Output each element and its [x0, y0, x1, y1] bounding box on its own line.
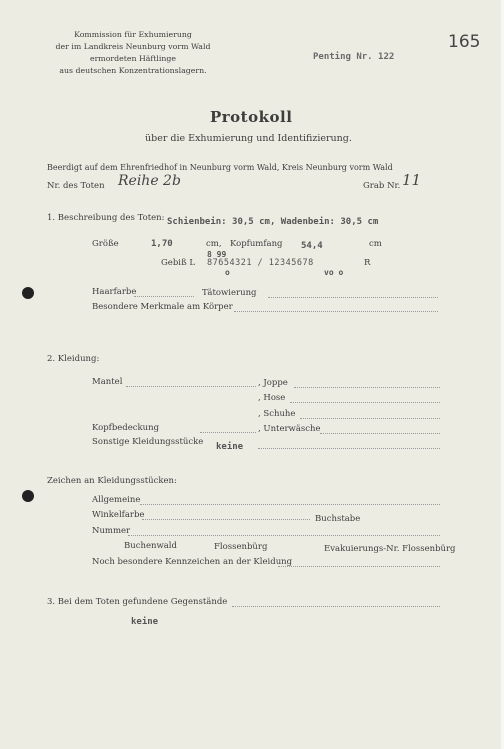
- allgemeine-label: Allgemeine: [92, 495, 141, 505]
- winkelfarbe-line: [142, 519, 310, 520]
- grave-label: Grab Nr.: [363, 181, 401, 191]
- teeth-right: R: [364, 258, 371, 268]
- sonstige-label: Sonstige Kleidungsstücke: [92, 437, 204, 447]
- nummer-label: Nummer: [92, 526, 131, 536]
- signs-label: Zeichen an Kleidungsstücken:: [47, 476, 177, 486]
- section1-label: 1. Beschreibung des Toten:: [47, 213, 165, 223]
- allgemeine-line: [140, 504, 440, 505]
- marks-line: [234, 311, 438, 312]
- mantel-line: [126, 386, 256, 387]
- flossenbuerg-label: Flossenbürg: [214, 542, 268, 552]
- tattoo-label: Tätowierung: [202, 288, 257, 298]
- page-title: Protokoll: [210, 108, 293, 126]
- hose-label: , Hose: [258, 393, 286, 403]
- marks-label: Besondere Merkmale am Körper: [92, 302, 233, 312]
- hose-line: [290, 402, 440, 403]
- noch-label: Noch besondere Kennzeichen an der Kleidung: [92, 557, 293, 567]
- penting-number: Penting Nr. 122: [313, 52, 395, 62]
- nummer-line: [128, 535, 440, 536]
- page-subtitle: über die Exhumierung und Identifizierung.: [145, 133, 352, 144]
- schuhe-label: , Schuhe: [258, 409, 296, 419]
- mantel-label: Mantel: [92, 377, 123, 387]
- org-line-4: aus deutschen Konzentrationslagern.: [59, 66, 207, 75]
- kopf-label: Kopfbedeckung: [92, 423, 160, 433]
- burial-line: Beerdigt auf dem Ehrenfriedhof in Neunburg vorm Wald, Kreis Neunburg vorm Wald: [47, 163, 393, 172]
- evak-label: Evakuierungs-Nr. Flossenbürg: [324, 544, 456, 554]
- teeth-marks-top: 8 99: [207, 250, 227, 259]
- sonstige-value: keine: [216, 442, 244, 452]
- punch-hole-bottom: [22, 490, 34, 502]
- dead-number-label: Nr. des Toten: [47, 181, 105, 191]
- teeth-marks-low-left: o: [225, 268, 230, 277]
- org-line-1: Kommission für Exhumierung: [74, 30, 192, 39]
- buchenwald-label: Buchenwald: [124, 541, 177, 551]
- winkelfarbe-label: Winkelfarbe: [92, 510, 145, 520]
- section3-value: keine: [131, 617, 159, 627]
- sonstige-line: [258, 448, 440, 449]
- org-line-2: der im Landkreis Neunburg vorm Wald: [55, 42, 211, 51]
- section3-label: 3. Bei dem Toten gefundene Gegenstände: [47, 597, 228, 607]
- grave-value: 11: [402, 171, 422, 189]
- head-value: 54,4: [301, 241, 323, 251]
- unterwaesche-line: [320, 433, 440, 434]
- teeth-label: Gebiß L: [161, 258, 196, 268]
- tattoo-line: [268, 297, 438, 298]
- unterwaesche-label: , Unterwäsche: [258, 424, 321, 434]
- dead-number-value: Reihe 2b: [118, 173, 181, 189]
- hair-line: [134, 296, 194, 297]
- section3-line: [232, 606, 440, 607]
- section2-label: 2. Kleidung:: [47, 354, 100, 364]
- teeth-value: 87654321 / 12345678: [207, 258, 314, 268]
- schuhe-line: [300, 418, 440, 419]
- joppe-label: , Joppe: [258, 378, 288, 388]
- joppe-line: [294, 387, 440, 388]
- size-value: 1,70: [151, 239, 173, 249]
- buchstabe-label: Buchstabe: [315, 514, 361, 524]
- noch-line: [278, 566, 440, 567]
- org-line-3: ermordeten Häftlinge: [89, 54, 177, 63]
- hair-label: Haarfarbe: [92, 287, 137, 297]
- cm-2: cm: [369, 239, 382, 249]
- section1-typed: Schienbein: 30,5 cm, Wadenbein: 30,5 cm: [167, 217, 379, 227]
- page-number: 165: [448, 32, 481, 52]
- cm-1: cm,: [206, 239, 222, 249]
- size-label: Größe: [92, 239, 119, 249]
- teeth-marks-low-right: vo o: [324, 268, 344, 277]
- punch-hole-top: [22, 287, 34, 299]
- head-label: Kopfumfang: [230, 239, 283, 249]
- kopf-line: [200, 432, 256, 433]
